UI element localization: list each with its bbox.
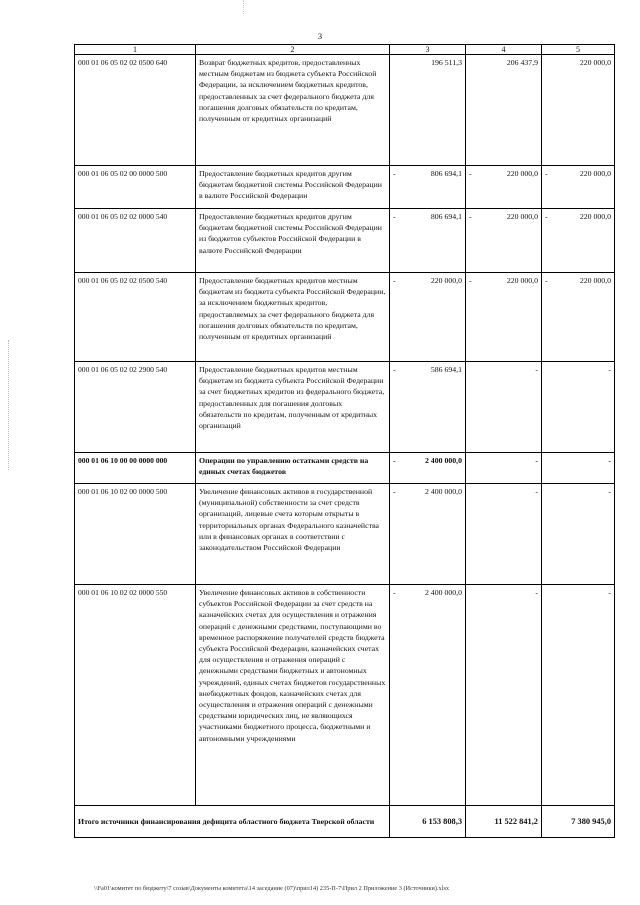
amount-col3 [390,484,466,585]
item-name: Увеличение финансовых активов в собственности субъектов Российской Федерации за счет средств на казначейских счетах для осуществления и отражения операций с денежными средствами, поступающими во временное распоряжение получателей средств бюджета субъекта Российской Федерации, казначейских счетах для осуществления и отражения операций с денежными средствами бюджетных и автономных учреждений, единых счетах бюджетов государственных внебюджетных фондов, казначейских счетах для осуществления и отражения операций с денежными средствами юридических лиц, не являющихся участниками бюджетного процесса, бюджетными и автономными учреждениями [196,585,390,806]
table-row [75,209,615,273]
amount-col5 [542,453,615,484]
item-name: Операции по управлению остатками средств на единых счетах бюджетов [196,453,390,484]
amount-value: - [608,588,611,597]
amount-col5 [542,209,615,273]
amount-value: - [535,456,538,465]
column-number: 1 [75,45,196,55]
table-row [75,166,615,209]
total-col3: 6 153 808,3 [390,806,466,838]
minus-sign: - [393,487,396,496]
amount-col5 [542,484,615,585]
column-number: 3 [390,45,466,55]
page-number: 3 [317,31,323,41]
amount-col3 [390,273,466,362]
amount-col3 [390,585,466,806]
amount-value: 806 694,1 [430,169,462,178]
amount-value: - [535,365,538,374]
budget-code: 000 01 06 10 02 00 0000 500 [75,484,196,585]
budget-code: 000 01 06 05 02 02 0000 540 [75,209,196,273]
table-row [75,362,615,453]
amount-col3 [390,453,466,484]
amount-value: 220 000,0 [579,58,611,67]
amount-col4 [466,362,542,453]
minus-sign: - [545,169,548,178]
amount-col4 [466,585,542,806]
total-label: Итого источники финансирования дефицита областного бюджета Тверской области [75,806,390,838]
minus-sign: - [545,212,548,221]
amount-col4 [466,453,542,484]
amount-col5 [542,362,615,453]
budget-code: 000 01 06 05 02 02 0500 540 [75,273,196,362]
amount-value: - [608,365,611,374]
budget-code: 000 01 06 05 02 00 0000 500 [75,166,196,209]
budget-code: 000 01 06 05 02 02 2900 540 [75,362,196,453]
column-number: 2 [196,45,390,55]
amount-col3 [390,362,466,453]
item-name: Предоставление бюджетных кредитов другим бюджетам бюджетной системы Российской Федерации в валюте Российской Федерации [196,166,390,209]
amount-value: - [608,487,611,496]
amount-value: - [535,487,538,496]
table-row [75,484,615,585]
item-name: Увеличение финансовых активов в государственной (муниципальной) собственности за счет средств организаций, лицевые счета которым открыты в территориальных органах Федерального казначейства или в финансовых органах в соответствии с законодательством Российской Федерации [196,484,390,585]
amount-value: 220 000,0 [506,212,538,221]
total-col5: 7 380 945,0 [542,806,615,838]
minus-sign: - [393,169,396,178]
amount-col5 [542,273,615,362]
item-name: Предоставление бюджетных кредитов местным бюджетам из бюджета субъекта Российской Федерации, за исключением бюджетных кредитов, предоставляемых за счет федерального бюджета для погашения долговых обязательств по кредитам, полученным от кредитных организаций [196,273,390,362]
amount-col5 [542,166,615,209]
amount-col3 [390,209,466,273]
amount-value: 220 000,0 [579,212,611,221]
amount-value: 220 000,0 [579,276,611,285]
amount-col4 [466,209,542,273]
budget-code: 000 01 06 05 02 02 0500 640 [75,55,196,166]
scan-margin-mark [8,340,10,470]
amount-value: 2 400 000,0 [424,456,462,465]
table-row [75,273,615,362]
amount-value: - [608,456,611,465]
minus-sign: - [393,588,396,597]
minus-sign: - [469,212,472,221]
amount-col4 [466,273,542,362]
total-col4: 11 522 841,2 [466,806,542,838]
amount-value: 806 694,1 [430,212,462,221]
amount-col3 [390,166,466,209]
amount-col4 [466,55,542,166]
table-row [75,55,615,166]
budget-code: 000 01 06 10 02 02 0000 550 [75,585,196,806]
amount-col4 [466,166,542,209]
total-row [75,806,615,838]
scan-edge-mark [243,0,245,14]
item-name: Возврат бюджетных кредитов, предоставленных местным бюджетам из бюджета субъекта Российской Федерации, за исключением бюджетных кредитов, предоставленных за счет федерального бюджета для погашения долговых обязательств по кредитам, полученным от кредитных организаций [196,55,390,166]
amount-value: 220 000,0 [430,276,462,285]
funding-sources-table [74,44,615,838]
item-name: Предоставление бюджетных кредитов местным бюджетам из бюджета субъекта Российской Федерации за счет бюджетных кредитов из федерального бюджета, предоставленных для погашения долговых обязательств по кредитам, полученным от кредитных организаций [196,362,390,453]
minus-sign: - [393,365,396,374]
amount-col3 [390,55,466,166]
minus-sign: - [469,169,472,178]
column-number-row [75,45,615,55]
minus-sign: - [393,276,396,285]
item-name: Предоставление бюджетных кредитов другим бюджетам бюджетной системы Российской Федерации из бюджетов субъектов Российской Федерации в валюте Российской Федерации [196,209,390,273]
amount-value: 220 000,0 [506,276,538,285]
amount-value: 196 511,3 [431,58,462,67]
file-path-footer: \\Fa01\комитет по бюджету\7 созыв\Документы комитета\14 заседание (07)\прил14) 235-П-7\Прил 2 Приложение 3 (Источники).xlsx [94,885,450,892]
minus-sign: - [393,456,396,465]
amount-value: - [535,588,538,597]
amount-col5 [542,585,615,806]
column-number: 4 [466,45,542,55]
minus-sign: - [393,212,396,221]
amount-value: 220 000,0 [579,169,611,178]
column-number: 5 [542,45,615,55]
minus-sign: - [469,276,472,285]
amount-col4 [466,484,542,585]
amount-value: 586 694,1 [430,365,462,374]
table-row [75,585,615,806]
budget-code: 000 01 06 10 00 00 0000 000 [75,453,196,484]
amount-value: 2 400 000,0 [424,487,462,496]
table-row [75,453,615,484]
amount-value: 2 400 000,0 [424,588,462,597]
amount-value: 220 000,0 [506,169,538,178]
amount-col5 [542,55,615,166]
minus-sign: - [545,276,548,285]
amount-value: 206 437,9 [506,58,538,67]
